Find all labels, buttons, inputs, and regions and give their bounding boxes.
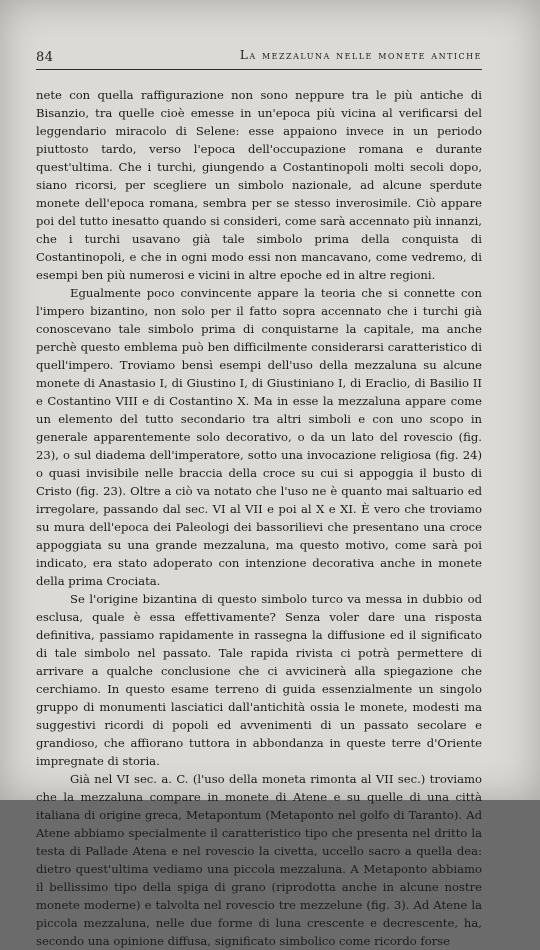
page-header [36, 48, 482, 68]
paragraph-3: Se l'origine bizantina di questo simbolo turco va messa in dubbio od esclusa, quale è essa effettivamente? Senza voler dare una risposta definitiva, passiamo rapidamente in rassegna la diffusione ed il significato di tale simbolo nel passato. Tale rapida rivista ci potrà permettere di arrivare a qualche conclusione che ci avvicinerà alla spiegazione che cerchiamo. In questo esame terreno di guida essenzialmente un singolo gruppo di monumenti lasciatici dall'antichità ossia le monete, modesti ma suggestivi ricordi di popoli ed avvenimenti di un passato secolare e grandioso, che affiorano tuttora in abbondanza in queste terre d'Oriente impregnate di storia. [36, 592, 482, 768]
body-text [36, 86, 482, 950]
paragraph-2: Egualmente poco convincente appare la teoria che si connette con l'impero bizantino, non solo per il fatto sopra accennato che i turchi già conoscevano tale simbolo prima di conquistarne la capitale, ma anche perchè questo emblema può ben difficilmente considerarsi caratteristico di quell'impero. Troviamo bensì esempi dell'uso della mezzaluna su alcune monete di Anastasio I, di Giustino I, di Giustiniano I, di Eraclio, di Basilio II e Costantino VIII e di Costantino X. Ma in esse la mezzaluna appare come un elemento del tutto secondario tra altri simboli e con uno scopo in generale apparentemente solo decorativo, o da un lato del rovescio (fig. 23), o sul diadema dell'imperatore, sotto una invocazione religiosa (fig. 24) o quasi invisibile nelle braccia della croce su cui si appoggia il busto di Cristo (fig. 23). Oltre a ciò va notato che l'uso ne è quanto mai saltuario ed irregolare, passando dal sec. VI al VII e poi al X e XI. È vero che troviamo su mura dell'epoca dei Paleologi dei bassorilievi che presentano una croce appoggiata su una grande mezzaluna, ma questo motivo, come sarà poi indicato, era stato adoperato con intenzione decorativa anche in monete della prima Crociata. [36, 286, 482, 588]
paragraph-4: Già nel VI sec. a. C. (l'uso della moneta rimonta al VII sec.) troviamo che la mezzaluna compare in monete di Atene e su quelle di una città italiana di origine greca, Metapontum (Metaponto nel golfo di Taranto). Ad Atene abbiamo specialmente il caratteristico tipo che presenta nel dritto la testa di Pallade Atena e nel rovescio la civetta, uccello sacro a quella dea: dietro quest'ultima vediamo una piccola mezzaluna. A Metaponto abbiamo il bellissimo tipo della spiga di grano (riprodotta anche in alcune nostre monete moderne) e talvolta nel rovescio tre mezzelune (fig. 3). Ad Atene la piccola mezzaluna, nelle due forme di luna crescente e decrescente, ha, secondo una opinione diffusa, significato simbolico come ricordo forse [36, 772, 482, 948]
page-number: 84 [36, 50, 54, 65]
running-title: La mezzaluna nelle monete antiche [239, 48, 482, 62]
paragraph-1: nete con quella raffigurazione non sono neppure tra le più antiche di Bisanzio, tra quelle cioè emesse in un'epoca più vicina al verificarsi del leggendario miracolo di Selene: esse appaiono invece in un periodo piuttosto tardo, verso l'epoca dell'occupazione romana e durante quest'ultima. Che i turchi, giungendo a Costantinopoli molti secoli dopo, siano ricorsi, per scegliere un simbolo nazionale, ad alcune sperdute monete dell'epoca romana, sembra per se stesso inverosimile. Ciò appare poi del tutto inesatto quando si consideri, come sarà accennato più innanzi, che i turchi usavano già tale simbolo prima della conquista di Costantinopoli, e che in ogni modo essi non mancavano, come vedremo, di esempi ben più numerosi e vicini in altre epoche ed in altre regioni. [36, 88, 482, 282]
header-rule [36, 69, 482, 70]
